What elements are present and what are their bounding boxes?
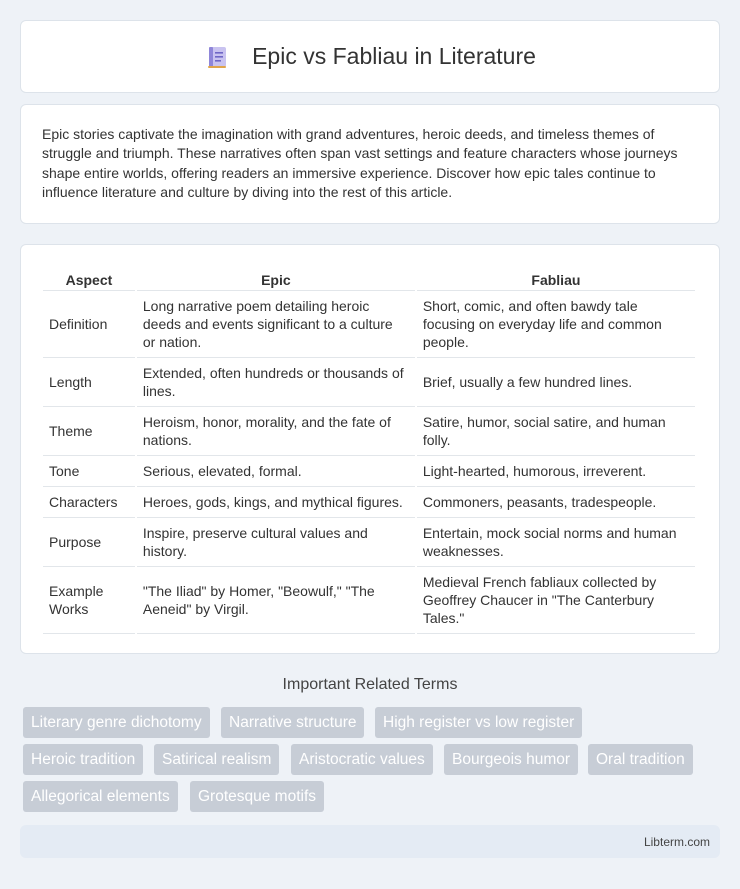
- table-row: [43, 358, 695, 407]
- tag-heroic-tradition[interactable]: Heroic tradition: [23, 744, 143, 775]
- row-aspect: Length: [43, 358, 135, 407]
- table-row: [43, 456, 695, 487]
- row-fabliau: Medieval French fabliaux collected by Geoffrey Chaucer in "The Canterbury Tales.": [417, 567, 695, 634]
- header-epic: Epic: [137, 265, 415, 291]
- row-fabliau: Entertain, mock social norms and human weaknesses.: [417, 518, 695, 567]
- header-inner: [204, 43, 536, 70]
- tag-literary-genre-dichotomy[interactable]: Literary genre dichotomy: [23, 707, 210, 738]
- row-aspect: Example Works: [43, 567, 135, 634]
- row-epic: Extended, often hundreds or thousands of lines.: [137, 358, 415, 407]
- tag-allegorical-elements[interactable]: Allegorical elements: [23, 781, 178, 812]
- related-terms-title: Important Related Terms: [282, 676, 458, 693]
- tag-bourgeois-humor[interactable]: Bourgeois humor: [444, 744, 578, 775]
- tag-narrative-structure[interactable]: Narrative structure: [221, 707, 364, 738]
- row-aspect: Definition: [43, 291, 135, 358]
- row-epic: "The Iliad" by Homer, "Beowulf," "The Aeneid" by Virgil.: [137, 567, 415, 634]
- tag-aristocratic-values[interactable]: Aristocratic values: [291, 744, 433, 775]
- table-header-row: [43, 265, 695, 291]
- row-fabliau: Short, comic, and often bawdy tale focusing on everyday life and common people.: [417, 291, 695, 358]
- row-fabliau: Commoners, peasants, tradespeople.: [417, 487, 695, 518]
- table-row: [43, 518, 695, 567]
- book-icon: [204, 44, 230, 70]
- header-card: [20, 20, 720, 93]
- tag-grotesque-motifs[interactable]: Grotesque motifs: [190, 781, 324, 812]
- row-epic: Heroes, gods, kings, and mythical figures.: [137, 487, 415, 518]
- row-epic: Long narrative poem detailing heroic deeds and events significant to a culture or nation.: [137, 291, 415, 358]
- row-aspect: Purpose: [43, 518, 135, 567]
- comparison-card: [20, 244, 720, 654]
- intro-card: [20, 104, 720, 224]
- row-aspect: Tone: [43, 456, 135, 487]
- table-row: [43, 291, 695, 358]
- table-row: [43, 407, 695, 456]
- table-row: [43, 567, 695, 634]
- header-aspect: Aspect: [43, 265, 135, 291]
- page-title: Epic vs Fabliau in Literature: [252, 43, 536, 69]
- comparison-table: [41, 265, 697, 634]
- row-epic: Heroism, honor, morality, and the fate of nations.: [137, 407, 415, 456]
- row-fabliau: Brief, usually a few hundred lines.: [417, 358, 695, 407]
- row-aspect: Theme: [43, 407, 135, 456]
- row-aspect: Characters: [43, 487, 135, 518]
- tag-satirical-realism[interactable]: Satirical realism: [154, 744, 279, 775]
- row-fabliau: Light-hearted, humorous, irreverent.: [417, 456, 695, 487]
- footer-site-link[interactable]: Libterm.com: [643, 834, 710, 849]
- row-epic: Inspire, preserve cultural values and history.: [137, 518, 415, 567]
- header-fabliau: Fabliau: [417, 265, 695, 291]
- row-fabliau: Satire, humor, social satire, and human folly.: [417, 407, 695, 456]
- intro-text: Epic stories captivate the imagination with grand adventures, heroic deeds, and timeless themes of struggle and triumph. These narratives often span vast settings and feature characters whose journeys shape entire worlds, offering readers an immersive experience. Discover how epic tales continue to influence literature and culture by diving into the rest of this article.: [42, 126, 678, 201]
- tag-high-vs-low-register[interactable]: High register vs low register: [375, 707, 582, 738]
- footer: [20, 825, 720, 858]
- row-epic: Serious, elevated, formal.: [137, 456, 415, 487]
- table-row: [43, 487, 695, 518]
- tag-oral-tradition[interactable]: Oral tradition: [588, 744, 693, 775]
